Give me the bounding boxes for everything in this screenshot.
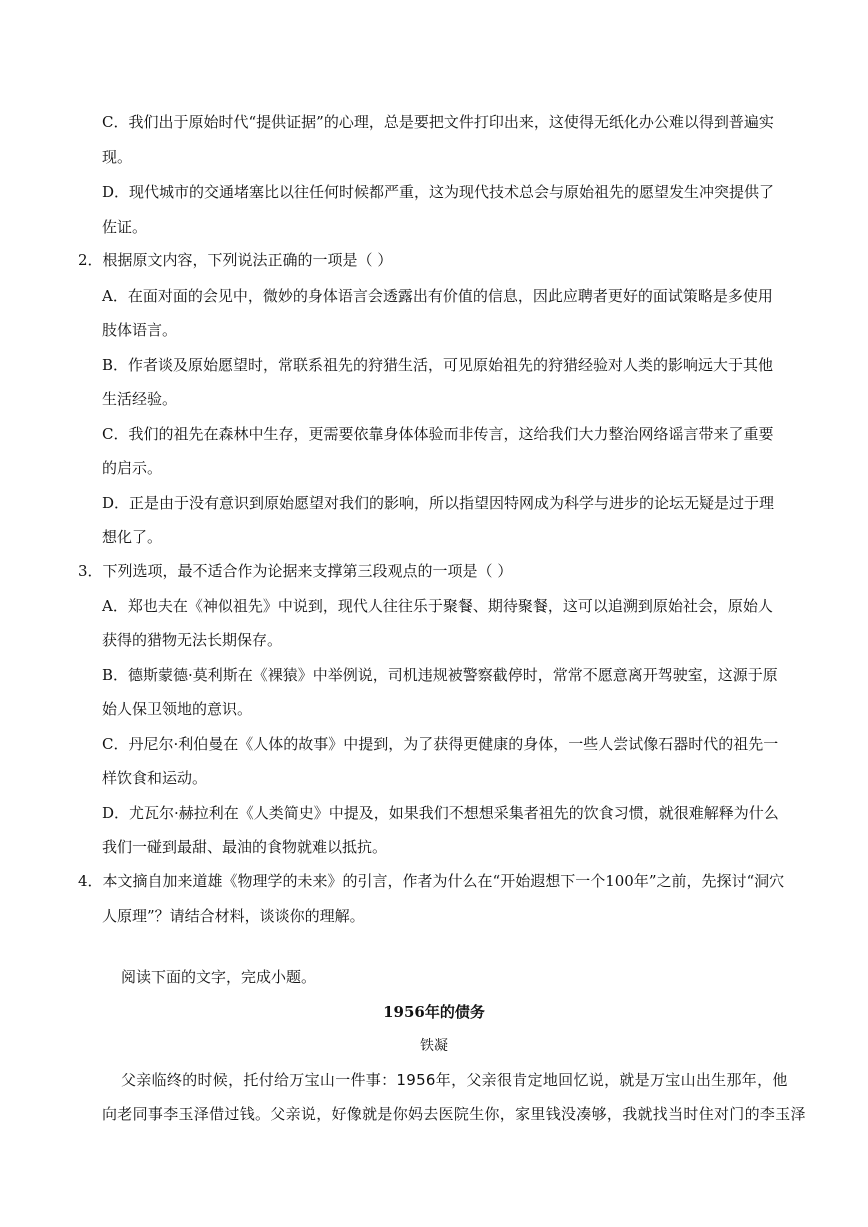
- q2-option-d-line2: 想化了。: [102, 528, 163, 546]
- q2-option-a-line1: A．在面对面的会见中，微妙的身体语言会透露出有价值的信息，因此应聘者更好的面试策略是多使用: [102, 287, 773, 305]
- q3-option-b-line1: B．德斯蒙德·莫利斯在《裸猿》中举例说，司机违规被警察截停时，常常不愿意离开驾驶室，这源于原: [102, 666, 778, 684]
- q1-option-c-line2: 现。: [102, 148, 133, 166]
- question-2: 2．根据原文内容，下列说法正确的一项是（ ）: [78, 251, 393, 269]
- q2-option-c-line1: C．我们的祖先在森林中生存，更需要依靠身体体验而非传言，这给我们大力整治网络谣言带来了重要: [102, 425, 774, 443]
- q3-option-c-line2: 样饮食和运动。: [102, 769, 208, 787]
- question-4-line1: 4．本文摘自加来道雄《物理学的未来》的引言，作者为什么在“开始遐想下一个100年”之前，先探讨“洞穴: [78, 872, 785, 890]
- q2-option-d-line1: D．正是由于没有意识到原始愿望对我们的影响，所以指望因特网成为科学与进步的论坛无疑是过于理: [102, 494, 775, 512]
- q3-option-d-line1: D．尤瓦尔·赫拉利在《人类简史》中提及，如果我们不想想采集者祖先的饮食习惯，就很难解释为什么: [102, 804, 779, 822]
- q2-option-c-line2: 的启示。: [102, 459, 163, 477]
- q3-option-d-line2: 我们一碰到最甜、最油的食物就难以抵抗。: [102, 838, 388, 856]
- q2-option-b-line1: B．作者谈及原始愿望时，常联系祖先的狩猎生活，可见原始祖先的狩猎经验对人类的影响远大于其他: [102, 356, 774, 374]
- q2-option-b-line2: 生活经验。: [102, 390, 178, 408]
- reading-instruction: 阅读下面的文字，完成小题。: [121, 968, 317, 986]
- q1-option-d-line1: D．现代城市的交通堵塞比以往任何时候都严重，这为现代技术总会与原始祖先的愿望发生冲突提供了: [102, 183, 775, 201]
- question-3: 3．下列选项，最不适合作为论据来支撑第三段观点的一项是（ ）: [78, 562, 513, 580]
- passage-line-1: 父亲临终的时候，托付给万宝山一件事：1956年，父亲很肯定地回忆说，就是万宝山出生那年，他: [121, 1071, 788, 1089]
- q1-option-c-line1: C．我们出于原始时代“提供证据”的心理，总是要把文件打印出来，这使得无纸化办公难以得到普遍实: [102, 113, 774, 131]
- passage-line-2: 向老同事李玉泽借过钱。父亲说，好像就是你妈去医院生你，家里钱没凑够，我就找当时住对门的李玉泽: [102, 1105, 806, 1123]
- q3-option-a-line2: 获得的猎物无法长期保存。: [102, 631, 283, 649]
- passage-author: 铁凝: [420, 1038, 448, 1054]
- q3-option-c-line1: C．丹尼尔·利伯曼在《人体的故事》中提到，为了获得更健康的身体，一些人尝试像石器时代的祖先一: [102, 735, 779, 753]
- q3-option-a-line1: A．郑也夫在《神似祖先》中说到，现代人往往乐于聚餐、期待聚餐，这可以追溯到原始社会，原始人: [102, 597, 773, 615]
- passage-title: 1956年的债务: [383, 1003, 485, 1021]
- q3-option-b-line2: 始人保卫领地的意识。: [102, 700, 253, 718]
- q2-option-a-line2: 肢体语言。: [102, 321, 178, 339]
- q1-option-d-line2: 佐证。: [102, 218, 148, 236]
- question-4-line2: 人原理”？请结合材料，谈谈你的理解。: [102, 907, 365, 925]
